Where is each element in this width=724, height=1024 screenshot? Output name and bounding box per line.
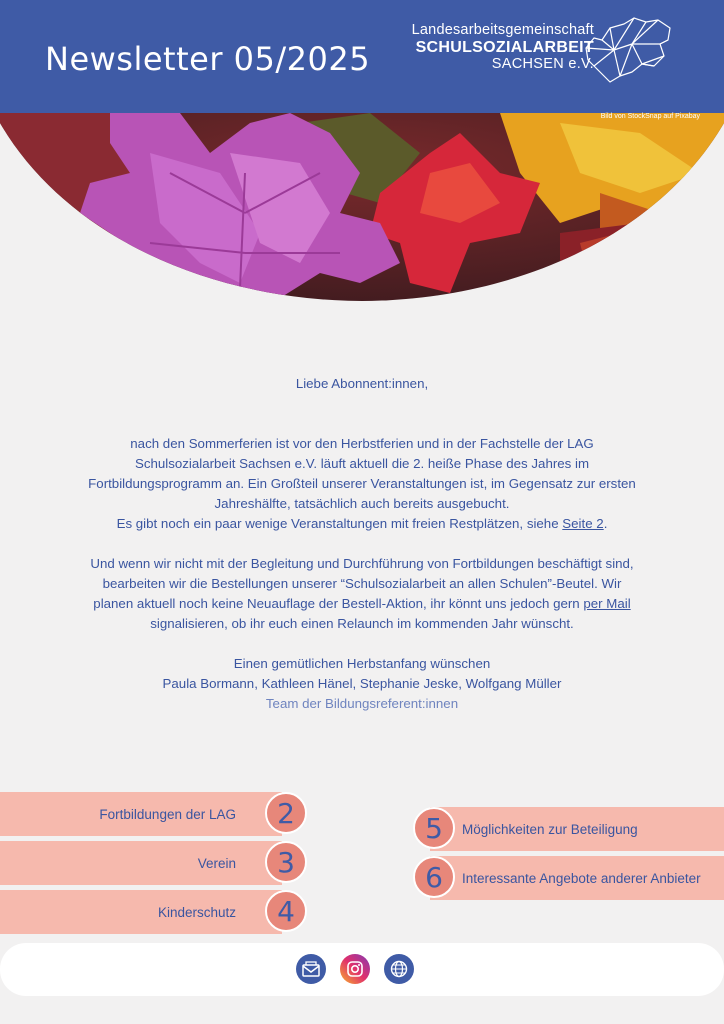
toc-page-number[interactable]: 5 [413, 807, 455, 849]
paragraph-2-line-4: signalisieren, ob ihr euch einen Relaunch im kommenden Jahr wünscht. [150, 616, 574, 631]
photo-credit: Bild von StockSnap auf Pixabay [600, 113, 700, 120]
toc-page-number[interactable]: 6 [413, 856, 455, 898]
toc-item-label: Interessante Angebote anderer Anbieter [462, 870, 701, 886]
toc-item-label: Verein [197, 855, 236, 871]
instagram-icon[interactable] [340, 954, 370, 984]
closing: Einen gemütlichen Herbstanfang wünschen [233, 656, 491, 671]
toc-item-angebote[interactable] [430, 856, 724, 900]
paragraph-2-line-3-text: planen aktuell noch keine Neuauflage der Bestell-Aktion, ihr könnt uns jedoch gern [93, 596, 584, 611]
editorial-letter [40, 374, 684, 714]
globe-icon[interactable] [384, 954, 414, 984]
team-name: Team der Bildungsreferent:innen [265, 696, 459, 711]
toc-item-beteiligung[interactable] [430, 807, 724, 851]
logo-line-3: SACHSEN e.V. [491, 56, 594, 72]
paragraph-1-line-5-text: Es gibt noch ein paar wenige Veranstaltungen mit freien Restplätzen, siehe [116, 516, 563, 531]
paragraph-1-line-3: Fortbildungsprogramm an. Ein Großteil unserer Veranstaltungen ist, im Gegensatz zur ersten [88, 476, 636, 491]
paragraph-1-line-1: nach den Sommerferien ist vor den Herbstferien und in der Fachstelle der LAG [130, 436, 594, 451]
toc-item-label: Möglichkeiten zur Beteiligung [462, 821, 638, 837]
toc-page-number[interactable]: 2 [265, 792, 307, 834]
paragraph-2-line-1: Und wenn wir nicht mit der Begleitung und Durchführung von Fortbildungen beschäftigt sind, [90, 556, 634, 571]
signatory-names: Paula Bormann, Kathleen Hänel, Stephanie Jeske, Wolfgang Müller [162, 676, 562, 691]
toc-page-number[interactable]: 4 [265, 890, 307, 932]
mail-icon[interactable] [296, 954, 326, 984]
autumn-leaves-hero-image [0, 113, 724, 303]
toc-item-label: Kinderschutz [157, 904, 236, 920]
toc-item-fortbildungen[interactable] [0, 792, 282, 836]
header-banner [0, 0, 724, 113]
newsletter-title: Newsletter 05/2025 [45, 40, 371, 78]
paragraph-1-line-5 [40, 514, 684, 534]
logo-line-1: Landesarbeitsgemeinschaft [411, 22, 594, 38]
paragraph-1-line-2: Schulsozialarbeit Sachsen e.V. läuft aktuell die 2. heiße Phase des Jahres im [134, 456, 590, 471]
paragraph-1-period: . [603, 516, 608, 531]
toc-item-verein[interactable] [0, 841, 282, 885]
paragraph-2-line-2: bearbeiten wir die Bestellungen unserer “Schulsozialarbeit an allen Schulen”-Beutel. Wir [102, 576, 622, 591]
logo-line-2: SCHULSOZIALARBEIT [415, 39, 594, 56]
page-2-link[interactable]: Seite 2 [562, 516, 604, 531]
toc-item-label: Fortbildungen der LAG [99, 806, 236, 822]
saxony-map-logo-icon [580, 14, 676, 86]
greeting: Liebe Abonnent:innen, [295, 376, 429, 391]
organization-logo-text[interactable] [412, 22, 594, 73]
toc-page-number[interactable]: 3 [265, 841, 307, 883]
mail-link[interactable]: per Mail [583, 596, 631, 611]
paragraph-1-line-4: Jahreshälfte, tatsächlich auch bereits ausgebucht. [214, 496, 510, 511]
toc-item-kinderschutz[interactable] [0, 890, 282, 934]
paragraph-2-line-3 [40, 594, 684, 614]
